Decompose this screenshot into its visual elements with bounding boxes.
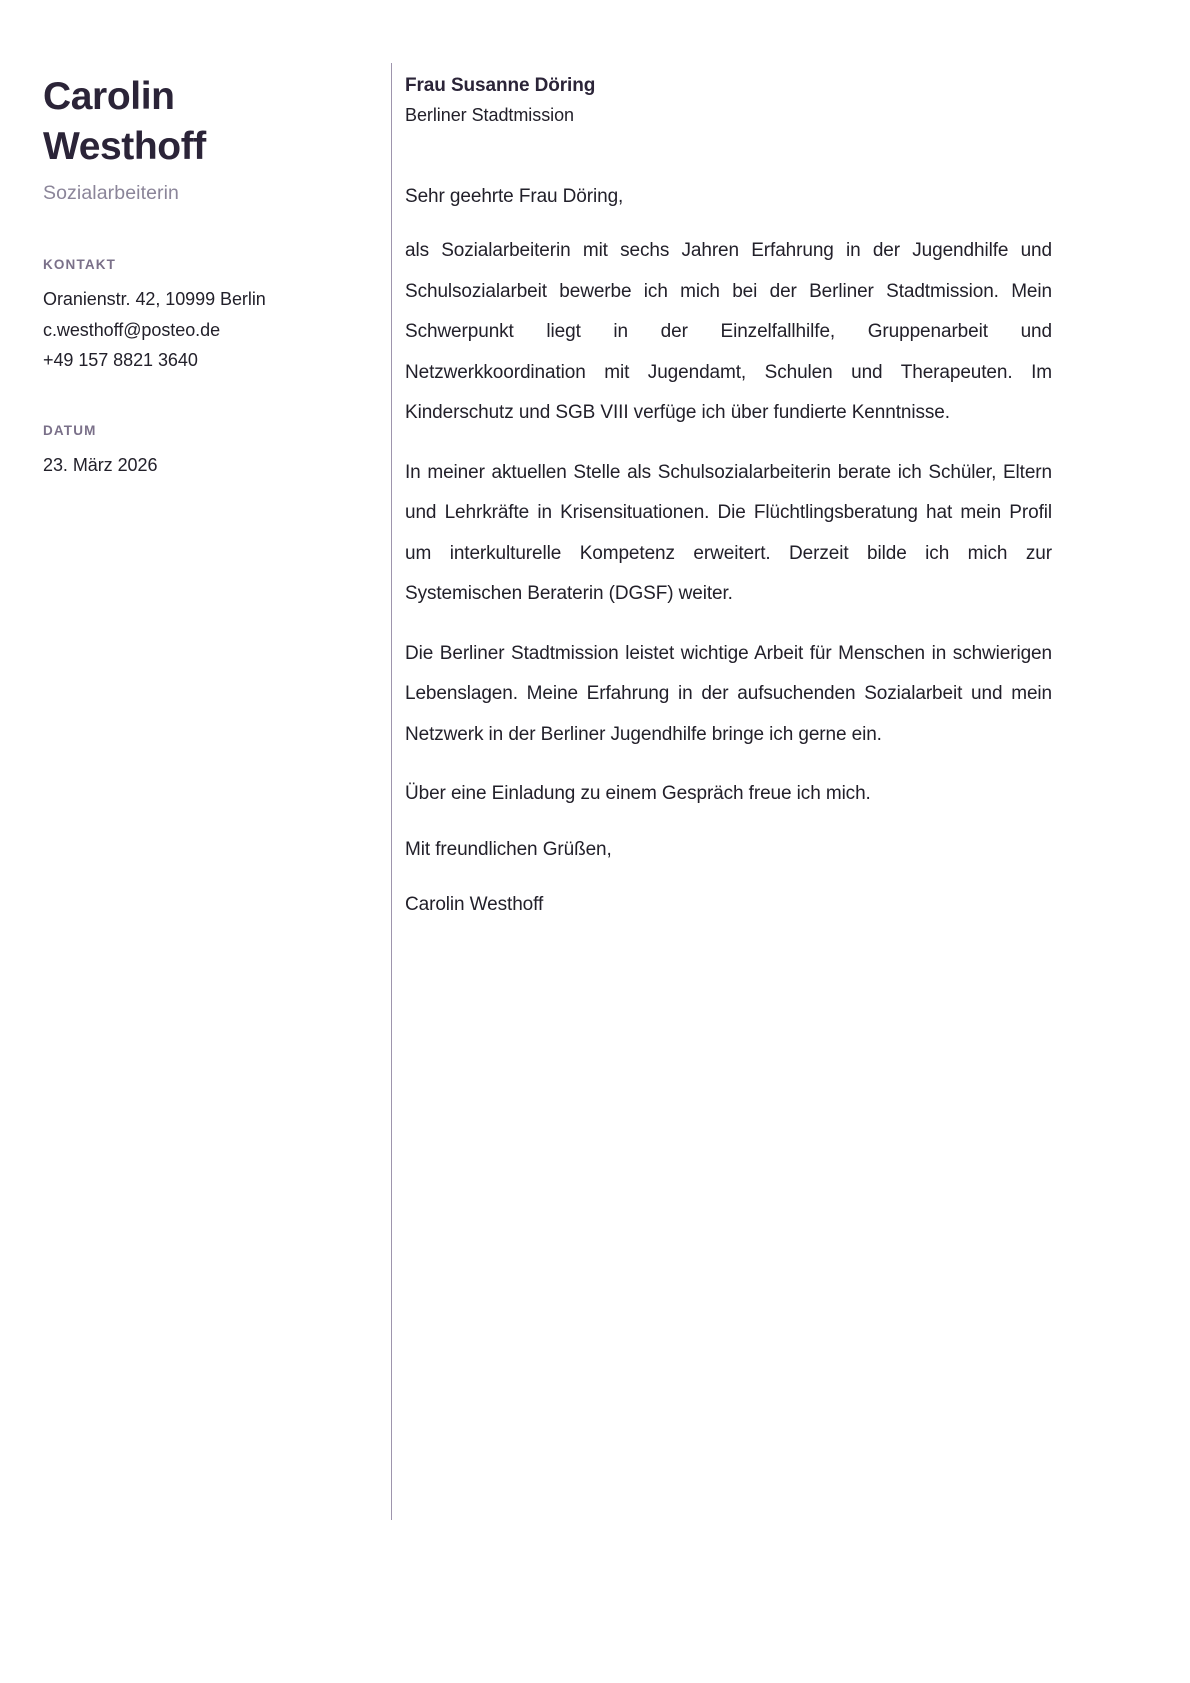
date-section-label: DATUM [43,422,97,438]
sidebar [43,72,353,480]
signature-name: Carolin Westhoff [405,893,544,915]
date-section [43,422,353,481]
last-name: Westhoff [43,125,206,168]
recipient-organization: Berliner Stadtmission [405,105,575,125]
closing-greeting: Mit freundlichen Grüßen, [405,838,612,860]
contact-phone[interactable]: +49 157 8821 3640 [43,350,198,370]
letter-paragraph-4: Über eine Einladung zu einem Gespräch freue ich mich. [405,783,871,804]
first-name: Carolin [43,75,175,118]
letter-body [405,72,1052,939]
salutation: Sehr geehrte Frau Döring, [405,186,624,207]
date-value: 23. März 2026 [43,454,158,475]
contact-email[interactable]: c.westhoff@posteo.de [43,319,221,340]
letter-paragraph-2: In meiner aktuellen Stelle als Schulsozialarbeiterin berate ich Schüler, Eltern und Lehrkräfte in Krisensituationen. Die Flüchtlingsberatung hat mein Profil um interkulturelle Kompetenz erweitert. Derzeit bilde ich mich zur Systemischen Beraterin (DGSF) weiter. [405,461,1052,604]
contact-section [43,256,353,376]
letter-paragraph-3: Die Berliner Stadtmission leistet wichtige Arbeit für Menschen in schwierigen Lebenslagen. Meine Erfahrung in der aufsuchenden Sozialarbeit und mein Netzwerk in der Berliner Jugendhilfe bringe ich gerne ein. [405,642,1052,745]
job-role-subtitle: Sozialarbeiterin [43,182,180,204]
page-title [43,72,353,172]
recipient-name: Frau Susanne Döring [405,75,596,96]
column-divider [391,63,392,1520]
letter-paragraph-1: als Sozialarbeiterin mit sechs Jahren Erfahrung in der Jugendhilfe und Schulsozialarbeit bewerbe ich mich bei der Berliner Stadtmission. Mein Schwerpunkt liegt in der Einzelfallhilfe, Gruppenarbeit und Netzwerkkoordination mit Jugendamt, Schulen und Therapeuten. Im Kinderschutz und SGB VIII verfüge ich über fundierte Kenntnisse. [405,240,1052,423]
contact-address: Oranienstr. 42, 10999 Berlin [43,289,266,309]
contact-section-label: KONTAKT [43,257,117,272]
